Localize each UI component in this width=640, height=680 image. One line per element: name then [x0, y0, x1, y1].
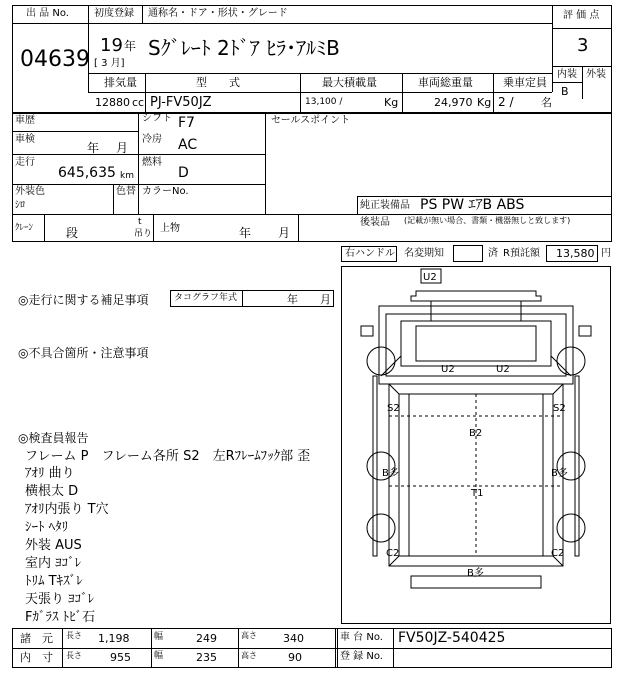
name-label: 通称名・ドア・形状・グレード [148, 8, 288, 19]
shift-value: F7 [178, 115, 195, 131]
registration-label: 登 録 No. [340, 651, 383, 662]
color-label: 外装色 [15, 186, 45, 197]
retrofit-label: 後装品 [360, 217, 390, 228]
model-value: PJ-FV50JZ [150, 95, 212, 110]
tachograph-year: 年 [287, 293, 298, 306]
width-label: 幅 [154, 632, 164, 642]
driving-notes-heading: ◎走行に関する補足事項 [18, 293, 149, 307]
inspector-heading: ◎検査員報告 [18, 431, 89, 445]
defects-heading: ◎不具合箇所・注意事項 [18, 346, 149, 360]
report-line: 室内 ﾖｺﾞﾚ [25, 556, 82, 571]
damage-mark: B多 [382, 468, 399, 479]
inner-length: 955 [110, 651, 131, 664]
retrofit-note: (記載が無い場合、書類・機器無しと致します) [404, 216, 571, 225]
displacement-label: 排気量 [104, 76, 137, 89]
report-line: ﾄﾘﾑ Tｷｽﾞﾚ [25, 574, 83, 589]
lot-label: 出 品 No. [26, 8, 69, 19]
sales-point-label: セールスポイント [271, 115, 351, 126]
capacity-unit: 名 [541, 96, 552, 109]
displacement-value: 12880 [95, 96, 130, 109]
report-line: フレーム P フレーム各所 S2 左Rﾌﾚｰﾑﾌｯｸ部 歪 [25, 449, 311, 464]
max-load-unit: Kg [384, 96, 399, 109]
report-line: Fｶﾞﾗｽ ﾄﾋﾞ石 [25, 610, 96, 625]
gross-weight-label: 車両総重量 [418, 76, 473, 89]
equipment-top-label: 上物 [160, 223, 180, 234]
year-unit: 年 [124, 39, 137, 53]
spec-height: 340 [283, 632, 304, 645]
report-line: ｱｵﾘ 曲り [25, 466, 75, 481]
inner-label: 内 寸 [20, 651, 53, 664]
exterior-label: 外装 [586, 69, 606, 80]
grade-label: 評 価 点 [563, 10, 600, 21]
recycle-label: R預託額 [503, 248, 540, 259]
damage-mark: U2 [423, 272, 437, 283]
rhd-flag: 右ハンドル [345, 248, 395, 259]
width-label: 幅 [154, 651, 164, 661]
name-change-label: 名変期知 [404, 248, 444, 259]
mileage-value: 645,635 [58, 165, 116, 181]
crane-label: ｸﾚｰﾝ [15, 223, 34, 233]
recycle-unit: 円 [601, 248, 611, 259]
report-line: ｼｰﾄ ﾍﾀﾘ [25, 520, 69, 535]
lot-number: 04639 [20, 47, 90, 72]
chassis-label: 車 台 No. [340, 632, 383, 643]
month-value: [ 3 月] [94, 58, 125, 69]
report-line: 横根太 D [25, 484, 79, 499]
first-reg-label: 初度登録 [94, 8, 134, 19]
capacity-label: 乗車定員 [503, 76, 547, 89]
spec-label: 諸 元 [20, 632, 53, 645]
report-line: 外装 AUS [25, 538, 82, 553]
interior-label: 内装 [557, 69, 577, 80]
report-line: 天張り ﾖｺﾞﾚ [25, 592, 95, 607]
gross-weight-value: 24,970 [434, 96, 473, 109]
damage-mark: B多 [467, 568, 484, 579]
color-code-label: 色替 [116, 186, 136, 197]
mileage-label: 走行 [15, 157, 35, 168]
equipment-label: 純正装備品 [360, 200, 410, 211]
fuel-value: D [178, 165, 189, 181]
shift-label: シフト [142, 113, 172, 124]
damage-mark: S2 [553, 403, 566, 414]
spec-width: 249 [196, 632, 217, 645]
max-load-label: 最大積載量 [322, 76, 377, 89]
equipment-value: PS PW ｴｱB ABS [420, 197, 525, 213]
mileage-unit: km [120, 171, 134, 181]
crane-stage: 段 [66, 226, 79, 240]
inspection-label: 車検 [15, 134, 35, 145]
recycle-value: 13,580 [556, 247, 595, 260]
inspection-month: 月 [116, 141, 129, 155]
damage-mark: U2 [496, 364, 510, 375]
equipment-month: 月 [278, 226, 291, 240]
fuel-label: 燃料 [142, 157, 162, 168]
damage-mark: C2 [551, 548, 565, 559]
inspection-year: 年 [87, 141, 100, 155]
equipment-year: 年 [239, 226, 252, 240]
history-label: 車歴 [15, 115, 35, 126]
chassis-value: FV50JZ-540425 [398, 630, 506, 646]
color-no-label: カラーNo. [142, 186, 189, 197]
vehicle-name: Sｸﾞﾚｰﾄ 2ﾄﾞｱ ﾋﾗ･ｱﾙﾐB [148, 36, 340, 60]
inner-height: 90 [288, 651, 302, 664]
spec-length: 1,198 [98, 632, 130, 645]
recycle-status: 済 [488, 248, 498, 259]
capacity-value: 2 / [498, 95, 514, 109]
damage-mark: T1 [471, 488, 484, 499]
damage-mark: U2 [441, 364, 455, 375]
ac-label: 冷房 [142, 134, 162, 145]
report-line: ｱｵﾘ内張り T穴 [25, 502, 109, 517]
crane-hang: 吊り [134, 229, 153, 239]
inner-width: 235 [196, 651, 217, 664]
truck-diagram [341, 266, 611, 624]
year-value: 19 [100, 35, 123, 56]
damage-mark: C2 [386, 548, 400, 559]
ac-value: AC [178, 137, 198, 153]
model-label: 型 式 [196, 76, 240, 89]
max-load-value: 13,100 / [305, 97, 343, 107]
damage-mark: B2 [469, 428, 483, 439]
name-change-box [453, 245, 483, 262]
length-label: 長さ [66, 631, 82, 640]
height-label: 高さ [241, 631, 257, 640]
displacement-unit: cc [132, 96, 145, 109]
crane-ton: t [138, 217, 142, 227]
tachograph-month: 月 [320, 293, 331, 306]
damage-mark: B多 [551, 468, 568, 479]
interior-value: B [561, 85, 569, 98]
length-label: 長さ [66, 651, 82, 660]
height-label: 高さ [241, 651, 257, 660]
tachograph-label: タコグラフ年式 [174, 293, 238, 303]
grade-value: 3 [577, 35, 589, 56]
gross-weight-unit: Kg [477, 96, 492, 109]
color-value: ｼﾛ [15, 200, 25, 211]
damage-mark: S2 [387, 403, 400, 414]
